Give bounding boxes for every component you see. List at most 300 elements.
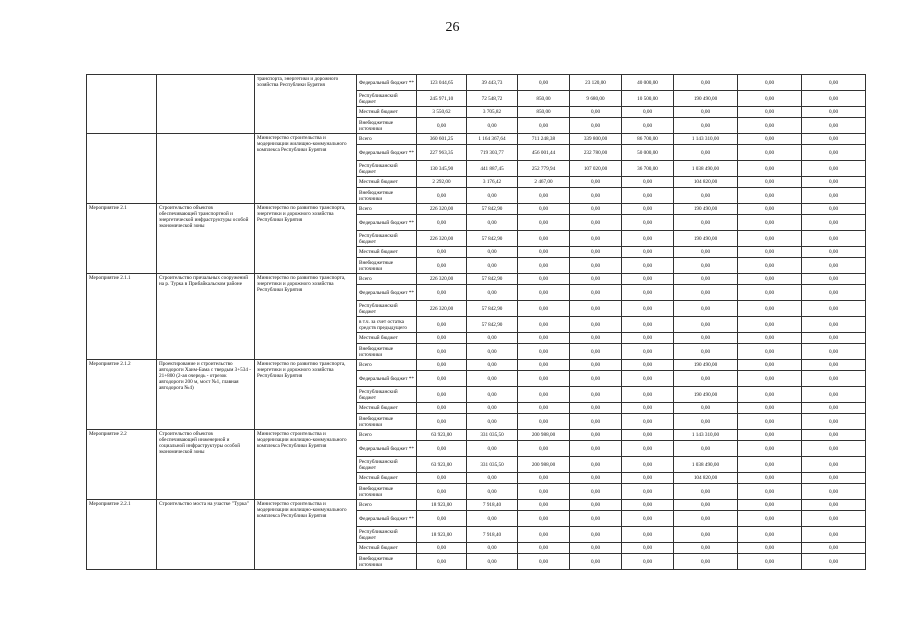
amount-cell: 0,00 — [802, 188, 866, 204]
amount-cell: 0,00 — [467, 118, 518, 134]
amount-cell: 0,00 — [674, 441, 738, 457]
amount-cell: 0,00 — [467, 344, 518, 360]
amount-cell: 0,00 — [738, 441, 802, 457]
amount-cell: 226 320,00 — [417, 274, 467, 285]
amount-cell: 0,00 — [802, 285, 866, 301]
amount-cell: 57 842,90 — [467, 231, 518, 247]
amount-cell: 1 038 490,00 — [674, 457, 738, 473]
amount-cell: 0,00 — [674, 75, 738, 91]
measure-cell — [87, 134, 157, 204]
amount-cell: 0,00 — [570, 527, 622, 543]
amount-cell: 0,00 — [802, 473, 866, 484]
amount-cell: 0,00 — [570, 344, 622, 360]
budget-table — [86, 74, 866, 570]
amount-cell: 0,00 — [518, 371, 570, 387]
amount-cell: 0,00 — [674, 333, 738, 344]
amount-cell: 0,00 — [518, 344, 570, 360]
amount-cell: 0,00 — [622, 215, 674, 231]
funding-source-cell: Всего — [357, 360, 417, 371]
amount-cell: 0,00 — [518, 231, 570, 247]
amount-cell: 72 548,72 — [467, 91, 518, 107]
amount-cell: 0,00 — [622, 258, 674, 274]
amount-cell: 18 923,00 — [417, 500, 467, 511]
funding-source-cell: Местный бюджет — [357, 247, 417, 258]
amount-cell: 0,00 — [417, 344, 467, 360]
amount-cell: 107 020,00 — [570, 161, 622, 177]
amount-cell: 0,00 — [674, 258, 738, 274]
amount-cell: 0,00 — [518, 473, 570, 484]
amount-cell: 0,00 — [802, 204, 866, 215]
amount-cell: 0,00 — [802, 543, 866, 554]
amount-cell: 0,00 — [622, 430, 674, 441]
measure-name-cell — [157, 134, 255, 204]
amount-cell: 0,00 — [802, 301, 866, 317]
amount-cell: 0,00 — [802, 118, 866, 134]
funding-source-cell: в т.ч. за счет остатка средств предыдущего — [357, 317, 417, 333]
amount-cell: 7 918,40 — [467, 500, 518, 511]
amount-cell: 0,00 — [738, 484, 802, 500]
amount-cell: 0,00 — [674, 215, 738, 231]
amount-cell: 0,00 — [417, 371, 467, 387]
amount-cell: 0,00 — [518, 285, 570, 301]
amount-cell: 0,00 — [417, 247, 467, 258]
amount-cell: 0,00 — [622, 247, 674, 258]
measure-name-cell: Проектирование и строительство автодороги Хаим-Бама с твердым 3+534 - 21+800 (2-ая очередь - отрезок автодороги 200 м, мост №1, главная автодорога №4) — [157, 360, 255, 430]
amount-cell: 0,00 — [622, 457, 674, 473]
amount-cell: 57 842,90 — [467, 274, 518, 285]
funding-source-cell: Федеральный бюджет ** — [357, 441, 417, 457]
measure-cell: Мероприятие 2.2.1 — [87, 500, 157, 570]
amount-cell: 0,00 — [467, 285, 518, 301]
amount-cell: 0,00 — [674, 247, 738, 258]
amount-cell: 0,00 — [417, 511, 467, 527]
amount-cell: 0,00 — [417, 258, 467, 274]
amount-cell: 0,00 — [622, 118, 674, 134]
executor-cell: Министерство строительства и модернизации жилищно-коммунального комплекса Республики Бурятия — [255, 134, 357, 204]
amount-cell: 63 923,00 — [417, 430, 467, 441]
amount-cell: 0,00 — [802, 247, 866, 258]
amount-cell: 0,00 — [738, 107, 802, 118]
amount-cell: 0,00 — [467, 473, 518, 484]
measure-name-cell — [157, 75, 255, 134]
amount-cell: 0,00 — [738, 274, 802, 285]
amount-cell: 130 345,90 — [417, 161, 467, 177]
amount-cell: 0,00 — [674, 511, 738, 527]
amount-cell: 0,00 — [738, 430, 802, 441]
amount-cell: 245 971,10 — [417, 91, 467, 107]
funding-source-cell: Внебюджетные источники — [357, 484, 417, 500]
amount-cell: 57 842,90 — [467, 301, 518, 317]
amount-cell: 0,00 — [467, 441, 518, 457]
amount-cell: 57 842,90 — [467, 317, 518, 333]
amount-cell: 360 601,25 — [417, 134, 467, 145]
amount-cell: 0,00 — [518, 333, 570, 344]
funding-source-cell: Федеральный бюджет ** — [357, 285, 417, 301]
amount-cell: 0,00 — [467, 258, 518, 274]
amount-cell: 2 467,00 — [518, 177, 570, 188]
amount-cell: 0,00 — [622, 371, 674, 387]
amount-cell: 0,00 — [622, 543, 674, 554]
amount-cell: 0,00 — [622, 527, 674, 543]
amount-cell: 0,00 — [802, 484, 866, 500]
measure-name-cell: Строительство объектов обеспечивающей транспортной и энергетической инфраструктуры особой экономической зоны — [157, 204, 255, 274]
amount-cell: 0,00 — [674, 317, 738, 333]
amount-cell: 0,00 — [622, 274, 674, 285]
amount-cell: 0,00 — [518, 403, 570, 414]
table-row — [87, 274, 866, 285]
table-row — [87, 500, 866, 511]
amount-cell: 0,00 — [570, 414, 622, 430]
amount-cell: 0,00 — [518, 274, 570, 285]
amount-cell: 232 780,00 — [570, 145, 622, 161]
funding-source-cell: Местный бюджет — [357, 473, 417, 484]
amount-cell: 0,00 — [518, 118, 570, 134]
amount-cell: 190 490,00 — [674, 360, 738, 371]
amount-cell: 0,00 — [622, 301, 674, 317]
amount-cell: 0,00 — [570, 258, 622, 274]
funding-source-cell: Федеральный бюджет ** — [357, 145, 417, 161]
amount-cell: 0,00 — [738, 511, 802, 527]
amount-cell: 1 164 367,64 — [467, 134, 518, 145]
funding-source-cell: Республиканский бюджет — [357, 161, 417, 177]
amount-cell: 0,00 — [467, 414, 518, 430]
amount-cell: 0,00 — [802, 75, 866, 91]
funding-source-cell: Федеральный бюджет ** — [357, 215, 417, 231]
amount-cell: 0,00 — [467, 484, 518, 500]
amount-cell: 0,00 — [674, 484, 738, 500]
amount-cell: 0,00 — [738, 403, 802, 414]
amount-cell: 1 143 310,00 — [674, 134, 738, 145]
amount-cell: 0,00 — [802, 527, 866, 543]
amount-cell: 0,00 — [417, 473, 467, 484]
amount-cell: 0,00 — [674, 527, 738, 543]
amount-cell: 0,00 — [570, 441, 622, 457]
funding-source-cell: Всего — [357, 274, 417, 285]
amount-cell: 190 490,00 — [674, 231, 738, 247]
amount-cell: 0,00 — [417, 441, 467, 457]
amount-cell: 86 700,00 — [622, 134, 674, 145]
amount-cell: 0,00 — [738, 258, 802, 274]
amount-cell: 0,00 — [738, 317, 802, 333]
amount-cell: 1 143 310,00 — [674, 430, 738, 441]
amount-cell: 0,00 — [622, 231, 674, 247]
amount-cell: 0,00 — [738, 91, 802, 107]
amount-cell: 0,00 — [738, 188, 802, 204]
amount-cell: 0,00 — [674, 107, 738, 118]
amount-cell: 0,00 — [467, 360, 518, 371]
amount-cell: 0,00 — [417, 484, 467, 500]
amount-cell: 0,00 — [738, 285, 802, 301]
amount-cell: 57 842,90 — [467, 204, 518, 215]
amount-cell: 0,00 — [570, 204, 622, 215]
amount-cell: 0,00 — [802, 161, 866, 177]
measure-cell: Мероприятие 2.2 — [87, 430, 157, 500]
table-row — [87, 430, 866, 441]
amount-cell: 0,00 — [674, 403, 738, 414]
executor-cell: Министерство по развитию транспорта, энергетики и дорожного хозяйства Республики Бурятия — [255, 274, 357, 360]
amount-cell: 0,00 — [622, 511, 674, 527]
amount-cell: 0,00 — [738, 333, 802, 344]
funding-source-cell: Внебюджетные источники — [357, 414, 417, 430]
executor-cell: Министерство строительства и модернизации жилищно-коммунального комплекса Республики Бурятия — [255, 500, 357, 570]
table-row — [87, 204, 866, 215]
amount-cell: 0,00 — [570, 215, 622, 231]
amount-cell: 331 035,50 — [467, 457, 518, 473]
amount-cell: 0,00 — [570, 317, 622, 333]
amount-cell: 0,00 — [802, 360, 866, 371]
amount-cell: 0,00 — [417, 118, 467, 134]
amount-cell: 190 490,00 — [674, 387, 738, 403]
amount-cell: 0,00 — [674, 500, 738, 511]
amount-cell: 0,00 — [802, 387, 866, 403]
amount-cell: 0,00 — [570, 274, 622, 285]
funding-source-cell: Всего — [357, 204, 417, 215]
amount-cell: 0,00 — [570, 177, 622, 188]
amount-cell: 0,00 — [467, 247, 518, 258]
amount-cell: 0,00 — [622, 333, 674, 344]
table-row — [87, 134, 866, 145]
funding-source-cell: Республиканский бюджет — [357, 301, 417, 317]
amount-cell: 0,00 — [570, 107, 622, 118]
amount-cell: 0,00 — [802, 145, 866, 161]
amount-cell: 0,00 — [674, 274, 738, 285]
amount-cell: 1 038 490,00 — [674, 161, 738, 177]
amount-cell: 0,00 — [570, 543, 622, 554]
funding-source-cell: Федеральный бюджет ** — [357, 75, 417, 91]
amount-cell: 0,00 — [518, 511, 570, 527]
funding-source-cell: Федеральный бюджет ** — [357, 371, 417, 387]
amount-cell: 0,00 — [622, 403, 674, 414]
amount-cell: 0,00 — [518, 317, 570, 333]
amount-cell: 0,00 — [570, 403, 622, 414]
amount-cell: 0,00 — [518, 301, 570, 317]
amount-cell: 0,00 — [622, 188, 674, 204]
amount-cell: 7 918,40 — [467, 527, 518, 543]
amount-cell: 0,00 — [467, 387, 518, 403]
amount-cell: 0,00 — [467, 543, 518, 554]
amount-cell: 200 988,00 — [518, 430, 570, 441]
amount-cell: 719 303,77 — [467, 145, 518, 161]
amount-cell: 441 887,45 — [467, 161, 518, 177]
measure-cell — [87, 75, 157, 134]
funding-source-cell: Республиканский бюджет — [357, 387, 417, 403]
amount-cell: 0,00 — [674, 285, 738, 301]
amount-cell: 0,00 — [417, 317, 467, 333]
amount-cell: 0,00 — [738, 161, 802, 177]
amount-cell: 0,00 — [467, 371, 518, 387]
amount-cell: 226 320,00 — [417, 231, 467, 247]
funding-source-cell: Внебюджетные источники — [357, 118, 417, 134]
amount-cell: 0,00 — [738, 215, 802, 231]
amount-cell: 50 000,00 — [622, 145, 674, 161]
amount-cell: 0,00 — [570, 484, 622, 500]
amount-cell: 0,00 — [674, 371, 738, 387]
amount-cell: 0,00 — [518, 441, 570, 457]
amount-cell: 0,00 — [738, 457, 802, 473]
executor-cell: Министерство строительства и модернизации жилищно-коммунального комплекса Республики Бурятия — [255, 430, 357, 500]
amount-cell: 226 320,00 — [417, 301, 467, 317]
amount-cell: 0,00 — [570, 500, 622, 511]
amount-cell: 0,00 — [570, 360, 622, 371]
amount-cell: 0,00 — [738, 500, 802, 511]
amount-cell: 0,00 — [738, 387, 802, 403]
amount-cell: 0,00 — [570, 371, 622, 387]
amount-cell: 0,00 — [622, 107, 674, 118]
funding-source-cell: Республиканский бюджет — [357, 527, 417, 543]
amount-cell: 331 035,50 — [467, 430, 518, 441]
amount-cell: 0,00 — [738, 177, 802, 188]
amount-cell: 0,00 — [518, 204, 570, 215]
amount-cell: 0,00 — [738, 145, 802, 161]
funding-source-cell: Местный бюджет — [357, 543, 417, 554]
amount-cell: 0,00 — [674, 188, 738, 204]
amount-cell: 200 988,00 — [518, 457, 570, 473]
funding-source-cell: Местный бюджет — [357, 107, 417, 118]
amount-cell: 0,00 — [802, 500, 866, 511]
table-row — [87, 75, 866, 91]
amount-cell: 0,00 — [738, 371, 802, 387]
amount-cell: 39 443,73 — [467, 75, 518, 91]
amount-cell: 0,00 — [674, 344, 738, 360]
executor-cell: транспорта, энергетики и дорожного хозяйства Республики Бурятия — [255, 75, 357, 134]
amount-cell: 0,00 — [518, 554, 570, 570]
amount-cell: 2 292,00 — [417, 177, 467, 188]
amount-cell: 0,00 — [738, 118, 802, 134]
amount-cell: 0,00 — [674, 301, 738, 317]
amount-cell: 0,00 — [738, 134, 802, 145]
amount-cell: 456 001,44 — [518, 145, 570, 161]
amount-cell: 0,00 — [518, 500, 570, 511]
amount-cell: 0,00 — [738, 473, 802, 484]
funding-source-cell: Республиканский бюджет — [357, 231, 417, 247]
amount-cell: 0,00 — [802, 258, 866, 274]
amount-cell: 0,00 — [802, 134, 866, 145]
amount-cell: 0,00 — [802, 430, 866, 441]
amount-cell: 0,00 — [518, 527, 570, 543]
funding-source-cell: Внебюджетные источники — [357, 258, 417, 274]
amount-cell: 0,00 — [802, 317, 866, 333]
amount-cell: 0,00 — [518, 387, 570, 403]
amount-cell: 0,00 — [570, 511, 622, 527]
amount-cell: 0,00 — [674, 554, 738, 570]
amount-cell: 10 500,00 — [622, 91, 674, 107]
amount-cell: 0,00 — [570, 387, 622, 403]
amount-cell: 0,00 — [570, 430, 622, 441]
amount-cell: 0,00 — [570, 554, 622, 570]
amount-cell: 104 820,00 — [674, 177, 738, 188]
amount-cell: 0,00 — [622, 204, 674, 215]
amount-cell: 0,00 — [417, 188, 467, 204]
amount-cell: 0,00 — [622, 177, 674, 188]
amount-cell: 0,00 — [622, 484, 674, 500]
amount-cell: 0,00 — [570, 285, 622, 301]
funding-source-cell: Республиканский бюджет — [357, 91, 417, 107]
amount-cell: 0,00 — [518, 360, 570, 371]
amount-cell: 0,00 — [674, 145, 738, 161]
amount-cell: 36 700,00 — [622, 161, 674, 177]
funding-source-cell: Местный бюджет — [357, 403, 417, 414]
amount-cell: 0,00 — [738, 231, 802, 247]
amount-cell: 0,00 — [417, 414, 467, 430]
amount-cell: 63 923,00 — [417, 457, 467, 473]
amount-cell: 0,00 — [518, 414, 570, 430]
amount-cell: 3 550,62 — [417, 107, 467, 118]
amount-cell: 123 044,65 — [417, 75, 467, 91]
amount-cell: 0,00 — [518, 188, 570, 204]
amount-cell: 0,00 — [622, 317, 674, 333]
amount-cell: 0,00 — [622, 387, 674, 403]
amount-cell: 0,00 — [467, 554, 518, 570]
amount-cell: 0,00 — [622, 414, 674, 430]
amount-cell: 850,00 — [518, 107, 570, 118]
amount-cell: 0,00 — [467, 333, 518, 344]
measure-name-cell: Строительство причальных сооружений на р. Турка в Прибайкальском районе — [157, 274, 255, 360]
amount-cell: 0,00 — [467, 403, 518, 414]
amount-cell: 0,00 — [738, 360, 802, 371]
amount-cell: 0,00 — [570, 457, 622, 473]
measure-name-cell: Строительство объектов обеспечивающей инженерной и социальной инфраструктуры особой экономической зоны — [157, 430, 255, 500]
amount-cell: 18 923,00 — [417, 527, 467, 543]
amount-cell: 0,00 — [674, 118, 738, 134]
amount-cell: 227 963,35 — [417, 145, 467, 161]
funding-source-cell: Внебюджетные источники — [357, 188, 417, 204]
executor-cell: Министерство по развитию транспорта, энергетики и дорожного хозяйства Республики Бурятия — [255, 360, 357, 430]
funding-source-cell: Местный бюджет — [357, 333, 417, 344]
amount-cell: 0,00 — [518, 258, 570, 274]
amount-cell: 0,00 — [518, 215, 570, 231]
funding-source-cell: Всего — [357, 134, 417, 145]
amount-cell: 850,00 — [518, 91, 570, 107]
funding-source-cell: Всего — [357, 430, 417, 441]
amount-cell: 0,00 — [802, 403, 866, 414]
amount-cell: 0,00 — [622, 285, 674, 301]
measure-cell: Мероприятие 2.1.2 — [87, 360, 157, 430]
amount-cell: 0,00 — [738, 344, 802, 360]
amount-cell: 0,00 — [738, 204, 802, 215]
amount-cell: 0,00 — [802, 554, 866, 570]
measure-cell: Мероприятие 2.1.1 — [87, 274, 157, 360]
amount-cell: 252 779,94 — [518, 161, 570, 177]
funding-source-cell: Федеральный бюджет ** — [357, 511, 417, 527]
funding-source-cell: Внебюджетные источники — [357, 554, 417, 570]
amount-cell: 0,00 — [622, 344, 674, 360]
amount-cell: 0,00 — [802, 177, 866, 188]
amount-cell: 0,00 — [738, 247, 802, 258]
amount-cell: 0,00 — [570, 188, 622, 204]
amount-cell: 0,00 — [802, 441, 866, 457]
amount-cell: 0,00 — [802, 231, 866, 247]
amount-cell: 0,00 — [570, 118, 622, 134]
amount-cell: 0,00 — [417, 543, 467, 554]
amount-cell: 0,00 — [467, 215, 518, 231]
amount-cell: 0,00 — [417, 215, 467, 231]
funding-source-cell: Республиканский бюджет — [357, 457, 417, 473]
amount-cell: 0,00 — [674, 543, 738, 554]
funding-source-cell: Местный бюджет — [357, 177, 417, 188]
amount-cell: 23 120,00 — [570, 75, 622, 91]
amount-cell: 0,00 — [622, 500, 674, 511]
page-number: 26 — [445, 20, 460, 35]
amount-cell: 0,00 — [802, 333, 866, 344]
amount-cell: 0,00 — [622, 554, 674, 570]
measure-cell: Мероприятие 2.1 — [87, 204, 157, 274]
amount-cell: 0,00 — [738, 75, 802, 91]
executor-cell: Министерство по развитию транспорта, энергетики и дорожного хозяйства Республики Бурятия — [255, 204, 357, 274]
amount-cell: 226 320,00 — [417, 204, 467, 215]
amount-cell: 9 680,00 — [570, 91, 622, 107]
amount-cell: 0,00 — [802, 511, 866, 527]
amount-cell: 0,00 — [417, 403, 467, 414]
